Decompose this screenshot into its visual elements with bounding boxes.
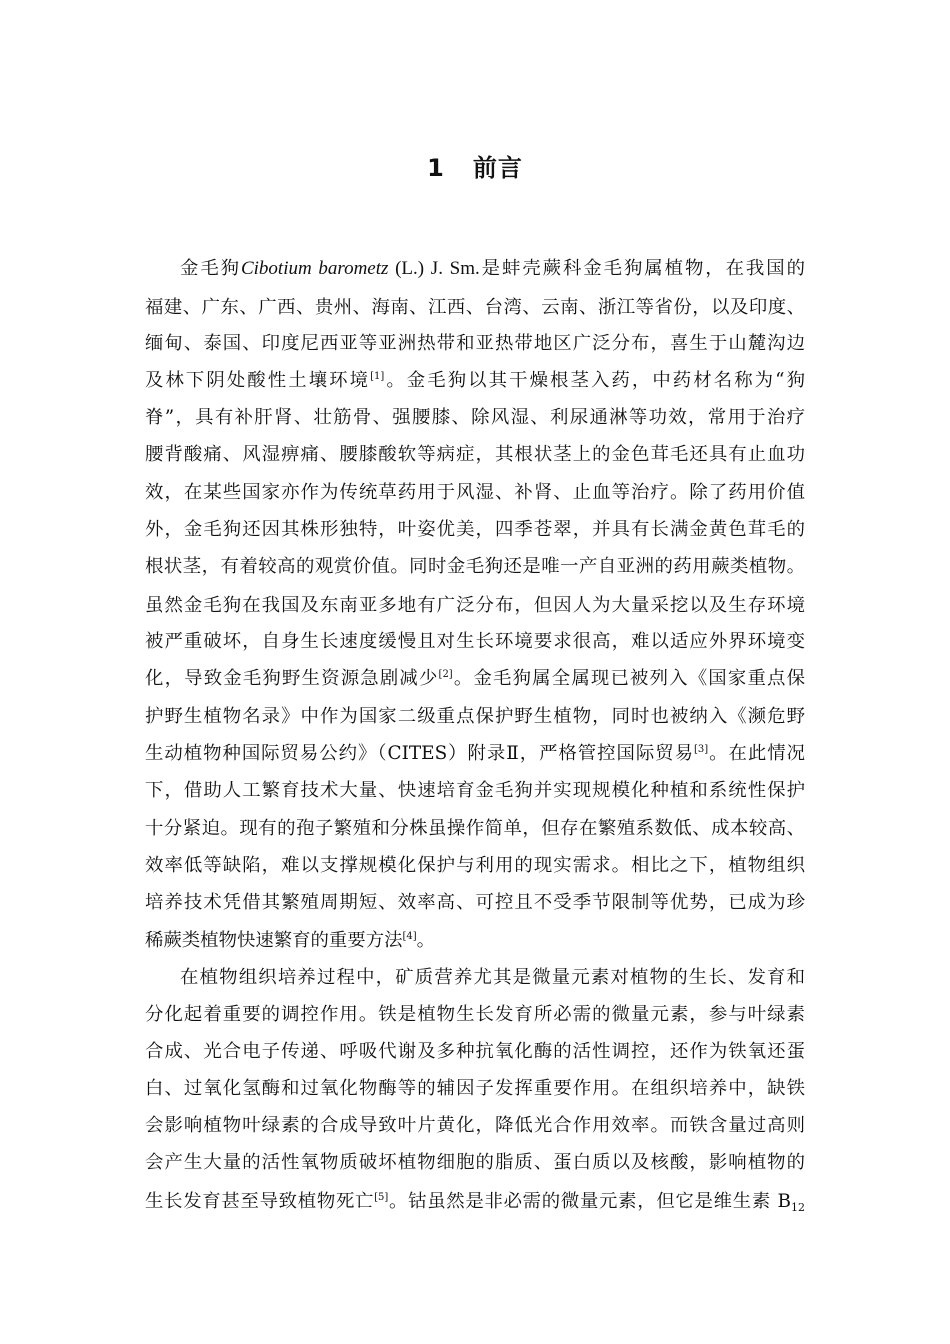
citation-ref: [4] [402, 931, 417, 942]
citation-ref: [1] [370, 371, 385, 382]
citation-ref: [2] [438, 669, 453, 680]
paragraph-1-line-15: 下，借助人工繁育技术大量、快速培育金毛狗并实现规模化种植和系统性保护 [145, 780, 805, 801]
paragraph-1-line-17: 效率低等缺陷，难以支撑规模化保护与利用的现实需求。相比之下，植物组织 [145, 855, 805, 876]
section-heading [0, 148, 950, 183]
paragraph-1-line-2: 福建、广东、广西、贵州、海南、江西、台湾、云南、浙江等省份，以及印度、 [145, 297, 805, 318]
paragraph-1-line-9: 根状茎，有着较高的观赏价值。同时金毛狗还是唯一产自亚洲的药用蕨类植物。 [145, 556, 805, 577]
paragraph-1-line-6: 腰背酸痛、风湿痹痛、腰膝酸软等病症，其根状茎上的金色茸毛还具有止血功 [145, 444, 805, 465]
citation-ref: [5] [374, 1192, 389, 1203]
paragraph-1-line-18: 培养技术凭借其繁殖周期短、效率高、可控且不受季节限制等优势，已成为珍 [145, 892, 805, 913]
paragraph-1-line-8: 外，金毛狗还因其株形独特，叶姿优美，四季苍翠，并具有长满金黄色茸毛的 [145, 519, 805, 540]
paragraph-1-line-3: 缅甸、泰国、印度尼西亚等亚洲热带和亚热带地区广泛分布，喜生于山麓沟边 [145, 333, 805, 354]
paragraph-2-line-5: 会影响植物叶绿素的合成导致叶片黄化，降低光合作用效率。而铁含量过高则 [145, 1115, 805, 1136]
paragraph-1-line-16: 十分紧迫。现有的孢子繁殖和分株虽操作简单，但存在繁殖系数低、成本较高、 [145, 818, 805, 839]
paragraph-1-line-1: 金毛狗Cibotium barometz (L.) J. Sm.是蚌壳蕨科金毛狗属植物，在我国的 [180, 258, 805, 279]
paragraph-2-line-7: 生长发育甚至导致植物死亡[5]。钴虽然是非必需的微量元素，但它是维生素 $B_{12}$ [145, 1191, 805, 1214]
paragraph-1-line-14: 生动植物种国际贸易公约》（CITES）附录Ⅱ，严格管控国际贸易[3]。在此情况 [145, 743, 805, 764]
paragraph-2-line-4: 白、过氧化氢酶和过氧化物酶等的辅因子发挥重要作用。在组织培养中，缺铁 [145, 1078, 805, 1099]
species-author: (L.) J. Sm. [388, 258, 480, 279]
paragraph-1-line-10: 虽然金毛狗在我国及东南亚多地有广泛分布，但因人为大量采挖以及生存环境 [145, 595, 805, 616]
paragraph-1-line-5: 脊”，具有补肝肾、壮筋骨、强腰膝、除风湿、利尿通淋等功效，常用于治疗 [145, 407, 805, 428]
citation-ref: [3] [693, 744, 709, 755]
paragraph-2-line-2: 分化起着重要的调控作用。铁是植物生长发育所必需的微量元素，参与叶绿素 [145, 1004, 805, 1025]
species-name: Cibotium barometz [240, 258, 389, 279]
paragraph-1-line-19: 稀蕨类植物快速繁育的重要方法[4]。 [145, 930, 436, 951]
section-title: 前言 [472, 154, 523, 182]
paragraph-2-line-3: 合成、光合电子传递、呼吸代谢及多种抗氧化酶的活性调控，还作为铁氧还蛋 [145, 1041, 805, 1062]
paragraph-1-line-13: 护野生植物名录》中作为国家二级重点保护野生植物，同时也被纳入《濒危野 [145, 706, 805, 727]
section-number: 1 [427, 154, 445, 182]
paragraph-1-line-4: 及林下阴处酸性土壤环境[1]。金毛狗以其干燥根茎入药，中药材名称为“狗 [145, 370, 805, 391]
paragraph-1-line-11: 被严重破坏，自身生长速度缓慢且对生长环境要求很高，难以适应外界环境变 [145, 631, 805, 652]
paragraph-2-line-1: 在植物组织培养过程中，矿质营养尤其是微量元素对植物的生长、发育和 [180, 967, 805, 988]
subscript: 12 [790, 1201, 805, 1214]
paragraph-1-line-12: 化，导致金毛狗野生资源急剧减少[2]。金毛狗属全属现已被列入《国家重点保 [145, 668, 805, 689]
paragraph-1-line-7: 效，在某些国家亦作为传统草药用于风湿、补肾、止血等治疗。除了药用价值 [145, 482, 805, 503]
paragraph-2-line-6: 会产生大量的活性氧物质破坏植物细胞的脂质、蛋白质以及核酸，影响植物的 [145, 1152, 805, 1173]
